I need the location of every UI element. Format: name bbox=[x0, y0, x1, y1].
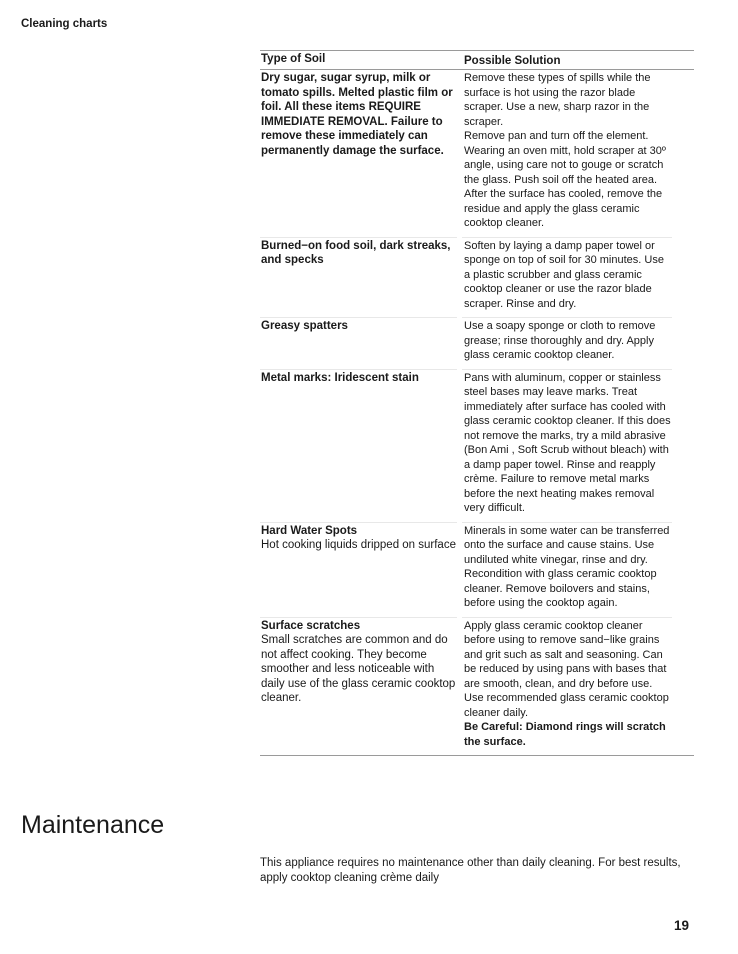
table-row bbox=[260, 70, 694, 238]
solution-paragraph: After the surface has cooled, remove the residue and apply the glass ceramic cooktop cleaner. bbox=[464, 188, 663, 229]
page-number: 19 bbox=[674, 918, 690, 933]
solution-cell bbox=[462, 618, 672, 756]
table-header bbox=[260, 51, 694, 70]
soil-type-detail: Small scratches are common and do not affect cooking. They become smoother and less noticeable with daily use of the glass ceramic cooktop cleaner. bbox=[261, 634, 456, 704]
solution-paragraph: Remove pan and turn off the element. Wearing an oven mitt, hold scraper at 30º angle, using care not to gouge or scratch the glass. Push soil off the heated area. bbox=[464, 130, 666, 186]
soil-type-cell: Metal marks: Iridescent stain bbox=[260, 370, 457, 523]
soil-type-cell: Greasy spatters bbox=[260, 318, 457, 370]
soil-type-cell: Dry sugar, sugar syrup, milk or tomato spills. Melted plastic film or foil. All these items REQUIRE IMMEDIATE REMOVAL. Failure to remove these immediately can permanently damage the surface. bbox=[260, 70, 457, 238]
table-row bbox=[260, 238, 694, 319]
cleaning-chart-table bbox=[260, 50, 694, 756]
solution-paragraph: Remove these types of spills while the surface is hot using the razor blade scraper. Use a new, sharp razor in the scraper. bbox=[464, 72, 651, 128]
soil-type-cell bbox=[260, 618, 457, 756]
soil-type-title: Hard Water Spots bbox=[261, 524, 358, 537]
warning-text: Be Careful: Diamond rings will scratch the surface. bbox=[464, 721, 666, 748]
solution-cell bbox=[462, 370, 672, 523]
col-header-soil: Type of Soil bbox=[261, 53, 326, 65]
maintenance-text: This appliance requires no maintenance other than daily cleaning. For best results, apply cooktop cleaning crème daily bbox=[260, 857, 681, 884]
solution-paragraph: Use a soapy sponge or cloth to remove grease; rinse thoroughly and dry. Apply glass ceramic cooktop cleaner. bbox=[464, 320, 656, 361]
col-header-solution: Possible Solution bbox=[464, 55, 561, 67]
soil-type-title: Surface scratches bbox=[261, 619, 361, 632]
soil-type-cell: Burned−on food soil, dark streaks, and specks bbox=[260, 238, 457, 319]
soil-type-cell bbox=[260, 523, 457, 618]
section-label: Cleaning charts bbox=[21, 18, 108, 30]
solution-paragraph: Soften by laying a damp paper towel or sponge on top of soil for 30 minutes. Use a plastic scrubber and glass ceramic cooktop cleaner or use the razor blade scraper. Rinse and dry. bbox=[464, 239, 664, 310]
solution-cell bbox=[462, 318, 672, 370]
solution-paragraph: Pans with aluminum, copper or stainless steel bases may leave marks. Treat immediately after surface has cooled with glass ceramic cooktop cleaner. If this does not remove the marks, try a mild abrasive (Bon Ami , Soft Scrub without bleach) with a damp paper towel. Rinse and reapply crème. Failure to remove metal marks before the next heating makes removal very difficult. bbox=[464, 371, 671, 514]
solution-cell bbox=[462, 523, 672, 618]
table-row bbox=[260, 370, 694, 523]
solution-paragraph: Use recommended glass ceramic cooktop cleaner daily. bbox=[464, 692, 669, 719]
table-row bbox=[260, 618, 694, 756]
solution-cell bbox=[462, 238, 672, 319]
table-row bbox=[260, 523, 694, 618]
maintenance-heading: Maintenance bbox=[21, 811, 165, 839]
soil-type-detail: Hot cooking liquids dripped on surface bbox=[261, 539, 456, 551]
solution-paragraph: Minerals in some water can be transferred onto the surface and cause stains. Use undiluted white vinegar, rinse and dry. Recondition with glass ceramic cooktop cleaner. Remove boilovers and stains, before using the cooktop again. bbox=[464, 524, 670, 609]
solution-paragraph: Apply glass ceramic cooktop cleaner before using to remove sand−like grains and grit such as salt and seasoning. Can be reduced by using pans with bases that are smooth, clean, and dry before use. bbox=[464, 619, 667, 690]
table-row bbox=[260, 318, 694, 370]
solution-cell bbox=[462, 70, 672, 238]
